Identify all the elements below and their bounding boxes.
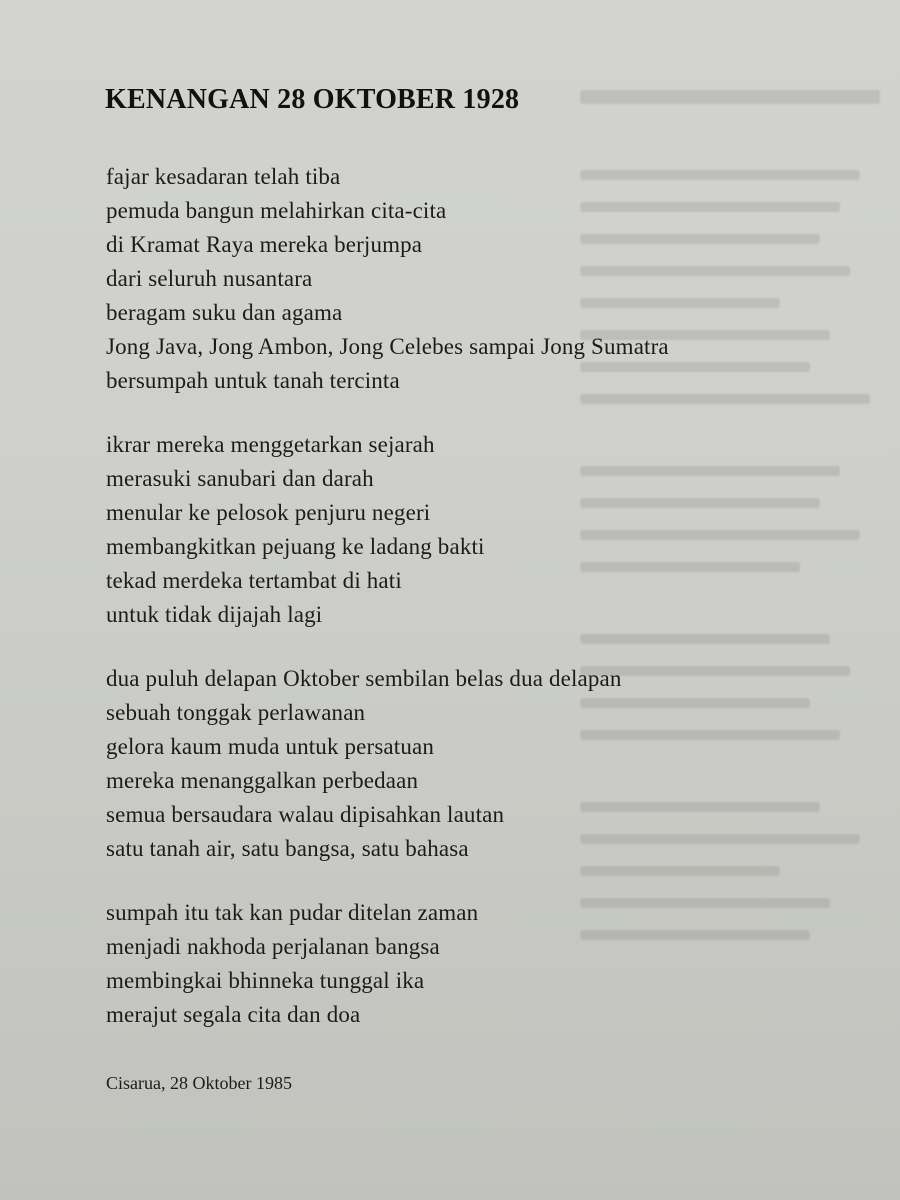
poem-line: menular ke pelosok penjuru negeri [106, 500, 431, 525]
stanza [106, 428, 669, 632]
poem-line: merajut segala cita dan doa [106, 1002, 361, 1027]
poem-line: membangkitkan pejuang ke ladang bakti [106, 534, 485, 559]
poem-line: merasuki sanubari dan darah [106, 466, 374, 491]
poem-title: KENANGAN 28 OKTOBER 1928 [105, 84, 520, 115]
poem-line: di Kramat Raya mereka berjumpa [106, 232, 423, 257]
poem-line: gelora kaum muda untuk persatuan [106, 734, 434, 759]
poem-line: semua bersaudara walau dipisahkan lautan [106, 802, 505, 827]
poem-line: bersumpah untuk tanah tercinta [106, 368, 400, 393]
poem-line: Jong Java, Jong Ambon, Jong Celebes sampai Jong Sumatra [106, 334, 669, 359]
place-date-signature: Cisarua, 28 Oktober 1985 [106, 1073, 292, 1093]
stanza [106, 160, 669, 398]
poem-line: untuk tidak dijajah lagi [106, 602, 323, 627]
poem-line: satu tanah air, satu bangsa, satu bahasa [106, 836, 469, 861]
poem-line: fajar kesadaran telah tiba [106, 164, 341, 189]
poem-body [106, 160, 669, 1062]
poem-line: sumpah itu tak kan pudar ditelan zaman [106, 900, 479, 925]
poem-line: tekad merdeka tertambat di hati [106, 568, 402, 593]
poem-line: menjadi nakhoda perjalanan bangsa [106, 934, 440, 959]
poem-line: dari seluruh nusantara [106, 266, 313, 291]
poem-line: membingkai bhinneka tunggal ika [106, 968, 425, 993]
poem-line: dua puluh delapan Oktober sembilan belas dua delapan [106, 666, 622, 691]
poem-line: pemuda bangun melahirkan cita-cita [106, 198, 447, 223]
poem-line: sebuah tonggak perlawanan [106, 700, 366, 725]
poem-line: mereka menanggalkan perbedaan [106, 768, 419, 793]
poem-line: ikrar mereka menggetarkan sejarah [106, 432, 435, 457]
poem-line: beragam suku dan agama [106, 300, 343, 325]
stanza [106, 662, 669, 866]
stanza [106, 896, 669, 1032]
